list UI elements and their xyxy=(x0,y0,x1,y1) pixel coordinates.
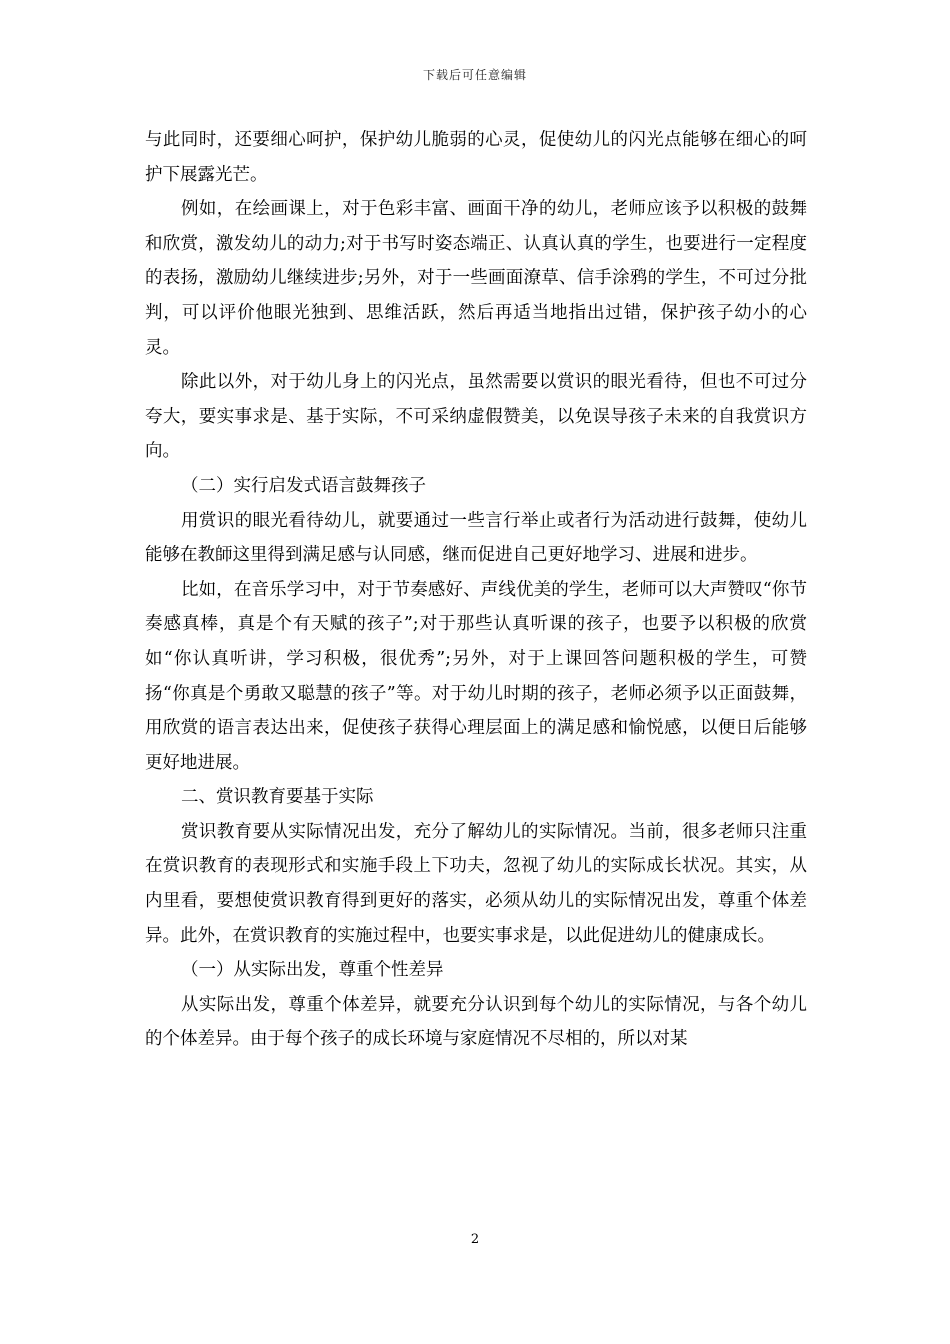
chapter-heading-2: 二、赏识教育要基于实际 xyxy=(181,787,374,808)
section-heading-1: （一）从实际出发，尊重个性差异 xyxy=(181,960,444,981)
paragraph-1: 与此同时，还要细心呵护，保护幼儿脆弱的心灵，促使幼儿的闪光点能够在细心的呵护下展露光芒。 xyxy=(145,130,807,185)
document-body xyxy=(145,123,807,1057)
page-number: 2 xyxy=(470,1232,480,1247)
section-heading-2: （二）实行启发式语言鼓舞孩子 xyxy=(181,475,426,496)
paragraph-5: 比如，在音乐学习中，对于节奏感好、声线优美的学生，老师可以大声赞叹“你节奏感真棒，真是个有天赋的孩子”;对于那些认真听课的孩子，也要予以积极的欣赏如“你认真听讲，学习积极，很优秀”;另外，对于上课回答问题积极的学生，可赞扬“你真是个勇敢又聪慧的孩子”等。对于幼儿时期的孩子，老师必须予以正面鼓舞，用欣赏的语言表达出来，促使孩子获得心理层面上的满足感和愉悦感，以便日后能够更好地进展。 xyxy=(145,579,807,773)
paragraph-3: 除此以外，对于幼儿身上的闪光点，虽然需要以赏识的眼光看待，但也不可过分夸大，要实事求是、基于实际，不可采纳虚假赞美，以免误导孩子未来的自我赏识方向。 xyxy=(145,372,807,462)
paragraph-7: 从实际出发，尊重个体差异，就要充分认识到每个幼儿的实际情况，与各个幼儿的个体差异。由于每个孩子的成长环境与家庭情况不尽相的，所以对某 xyxy=(145,994,807,1050)
paragraph-2: 例如，在绘画课上，对于色彩丰富、画面干净的幼儿，老师应该予以积极的鼓舞和欣赏，激发幼儿的动力;对于书写时姿态端正、认真认真的学生，也要进行一定程度的表扬，激励幼儿继续进步;另外，对于一些画面潦草、信手涂鸦的学生，不可过分批判，可以评价他眼光独到、思维活跃，然后再适当地指出过错，保护孩子幼小的心灵。 xyxy=(145,199,807,358)
page-header: 下载后可任意编辑 xyxy=(422,68,527,82)
paragraph-6: 赏识教育要从实际情况出发，充分了解幼儿的实际情况。当前，很多老师只注重在赏识教育的表现形式和实施手段上下功夫，忽视了幼儿的实际成长状况。其实，从内里看，要想使赏识教育得到更好的落实，必须从幼儿的实际情况出发，尊重个体差异。此外，在赏识教育的实施过程中，也要实事求是，以此促进幼儿的健康成长。 xyxy=(145,821,807,946)
paragraph-4: 用赏识的眼光看待幼儿，就要通过一些言行举止或者行为活动进行鼓舞，使幼儿能够在教師这里得到满足感与认同感，继而促进自己更好地学习、进展和进步。 xyxy=(145,510,807,566)
